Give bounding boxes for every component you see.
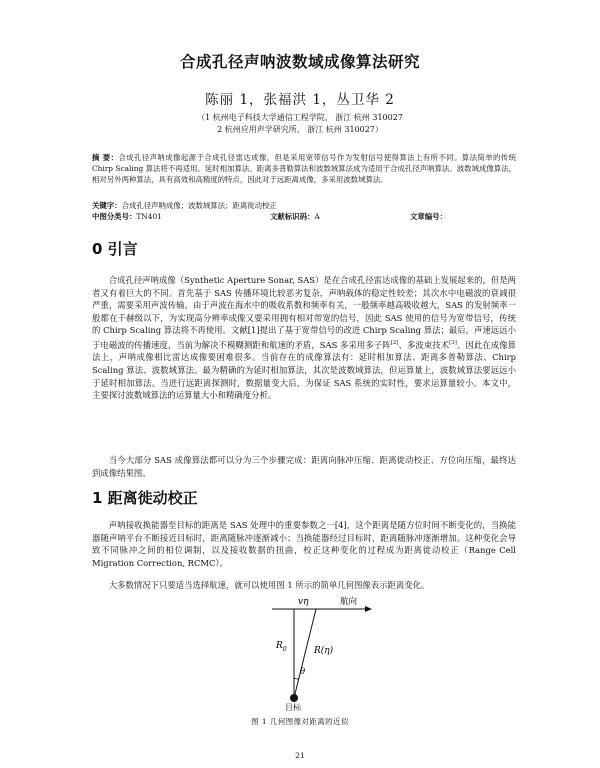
article-label: 文章编号： (410, 212, 447, 221)
figure-1-geometry (0, 592, 600, 716)
section-0-heading: 0 引言 (92, 240, 138, 258)
target-dot (290, 694, 298, 702)
affiliation-1: （1 杭州电子科技大学通信工程学院， 浙江 杭州 310027 (197, 113, 403, 122)
label-r-eta: R(η) (314, 646, 334, 656)
authors: 陈丽 1，张福洪 1，丛卫华 2 (205, 92, 395, 108)
keywords-text: 合成孔径声呐成像；波数域算法；距离徙动校正 (121, 201, 277, 210)
label-theta: θ (300, 667, 306, 677)
keywords-label: 关键字： (92, 201, 122, 210)
section-1-heading: 1 距离徙动校正 (92, 489, 198, 507)
label-target: 目标 (285, 703, 301, 712)
theta-arc (294, 678, 299, 679)
label-r0-sub: 0 (282, 646, 287, 653)
keywords (92, 200, 516, 211)
doc-value: A (314, 212, 320, 221)
r-eta-line (294, 609, 316, 698)
abstract (92, 152, 516, 185)
s0-p1b-text: 、多波束技术 (398, 339, 450, 350)
label-veta: vη (298, 597, 309, 607)
section-1-paragraph-2: 大多数情况下只要适当选择航速，就可以使用图 1 所示的简单几何图像表示距离变化。 (108, 580, 430, 590)
page-number: 21 (295, 751, 305, 760)
classification-row (92, 211, 516, 222)
doc-code (270, 211, 320, 222)
s0-p1c-text: 。因此在成像算法上，声呐成像相比雷达成像要困难很多。当前存在的成像算法有：延时相加算法、距离多普勒算法、Chirp Scaling 算法、波数域算法。最为精确的为延时相加算法，其次是波数域算法，但运算量上，波数域算法要远远小于延时相加算法。当进行远距离探测时，数据量变大后，为保证 SAS 系统的实时性，要求运算量较小。本文中，主要探讨波数域算法的运算量大小和精确度分析。 (92, 339, 517, 401)
article-no (410, 211, 447, 222)
page-title: 合成孔径声呐波数域成像算法研究 (179, 53, 420, 71)
ref-2[interactable]: [2] (390, 339, 399, 346)
abstract-label: 摘 要： (92, 153, 119, 162)
section-1-paragraph-1: 声呐接收换能器至目标的距离是 SAS 处理中的重要参数之一[4]，这个距离是随方位时间不断变化的，当换能器随声呐平台不断接近目标时，距离随脉冲逐渐减小；当换能器经过目标时，距离随脉冲逐渐增加。这种变化会导致不同脉冲之间的相位调制，以及接收数据的扭曲，校正这种变化的过程成为距离徙动校正（Range Cell Migration Correction, RCMC）。 (92, 520, 516, 568)
label-heading: 航向 (340, 597, 358, 607)
clc-value: TN401 (136, 212, 162, 221)
abstract-text: 合成孔径声呐成像起源于合成孔径雷达成像，但是采用宽带信号作为发射信号使得算法上有所不同。算法简单的传统 Chirp Scaling 算法将不再适用。延时相加算法、距离多普勒算法和波数域算法成为适用于合成孔径声呐算法。波数域成像算法，相对另外两种算法，具有高效和高精度的特点，因此对于远距离成像，多采用波数域算法。 (92, 153, 516, 184)
label-r0-main: R (276, 641, 283, 651)
heading-arrowhead-icon (365, 606, 372, 612)
figure-1-caption: 图 1 几何图像对距离的近似 (251, 717, 349, 726)
s0-p1-text: 合成孔径声呐成像（Synthetic Aperture Sonar, SAS）是在合成孔径雷达成像的基础上发展起来的，但是两者又有着巨大的不同。首先基于 SAS 传播环境比较恶劣复杂，声呐载体的稳定性较差；其次水中电磁波的衰减很严重，需要采用声波传输。由于声波在海水中的吸收系数和频率有关，一般频率越高吸收越大，SAS 的发射频率一般都在千赫级以下，为实现高分辨率成像又要采用拥有相对带宽的信号，因此 SAS 使用的信号为宽带信号，传统的 Chirp Scaling 算法将不再使用。文献[1]提出了基于宽带信号的改进 Chirp Scaling 算法；最后，声速远远小于电磁波的传播速度，当前为解决不模糊测距和航速的矛盾，SAS 多采用多子阵 (92, 275, 516, 350)
section-0-paragraph-2: 当今大部分 SAS 成像算法都可以分为三个步骤完成：距离向脉冲压缩、距离徙动校正、方位向压缩，最终达到成像结果图。 (92, 455, 516, 478)
affiliation-2: 2 杭州应用声学研究所， 浙江 杭州 310027） (217, 125, 383, 134)
section-0-paragraph-1 (92, 274, 516, 402)
doc-label: 文献标识码： (270, 212, 315, 221)
label-r0 (275, 641, 287, 653)
clc-label: 中图分类号： (92, 212, 137, 221)
ref-3[interactable]: [3] (449, 339, 457, 346)
